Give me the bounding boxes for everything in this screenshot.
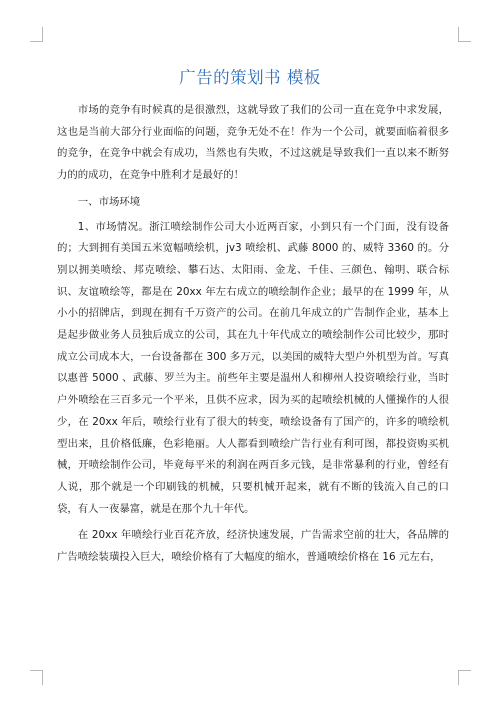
crop-mark-top-left <box>30 27 43 42</box>
crop-mark-bottom-right <box>458 670 471 685</box>
paragraph-market-situation: 1、市场情况。浙江喷绘制作公司大小近两百家，小到只有一个门面，没有设备的；大到拥有美国五米宽幅喷绘机，jv3 喷绘机、武藤 8000 的、威特 3360 的。分别以拥美喷绘、邦克喷绘、攀石达、太阳雨、金龙、千佳、三颜色、翰明、联合标识、友谊喷绘等，都是在 20xx 年左右成立的喷绘制作企业；最早的在 1999 年，从小小的招牌店，到现在拥有千万资产的公司。在前几年成立的广告制作企业，基本上是起步做业务人员独后成立的公司，其在九十年代成立的喷绘制作公司比较少，那时成立公司成本大，一台设备都在 300 多万元，以美国的威特大型户外机型为首。写真以惠普 5000 、武藤、罗兰为主。前些年主要是温州人和柳州人投资喷绘行业，当时户外喷绘在三百多元一个平米，且供不应求，因为买的起喷绘机械的人懂操作的人很少，在 20xx 年后，喷绘行业有了很大的转变，喷绘设备有了国产的，许多的喷绘机型出来，且价格低廉，色彩艳丽。人人都看到喷绘广告行业有利可图，都投资购买机械，开喷绘制作公司，毕竟每平米的利润在两百多元钱，是非常暴利的行业，曾经有人说，那个就是一个印刷钱的机械，只要机械开起来，就有不断的钱流入自己的口袋，有人一夜暴富，就是在那个九十年代。 <box>57 220 449 515</box>
document-body <box>57 100 449 569</box>
crop-mark-top-right <box>458 27 471 42</box>
section-heading-market-environment: 一、市场环境 <box>77 195 141 208</box>
document-title: 广告的策划书 模板 <box>179 68 321 87</box>
crop-mark-bottom-left <box>30 670 43 685</box>
paragraph-industry-growth: 在 20xx 年喷绘行业百花齐放，经济快速发展，广告需求空前的壮大，各品牌的广告喷绘装璜投入巨大，喷绘价格有了大幅度的缩水，普通喷绘价格在 16 元左右， <box>57 529 449 564</box>
paragraph-intro: 市场的竞争有时候真的是很激烈，这就导致了我们的公司一直在竞争中求发展，这也是当前大部分行业面临的问题，竞争无处不在！作为一个公司，就要面临着很多的竞争，在竞争中就会有成功，当然也有失败，不过这就是导致我们一直以来不断努力的的成功，在竞争中胜利才是最好的！ <box>57 104 449 182</box>
